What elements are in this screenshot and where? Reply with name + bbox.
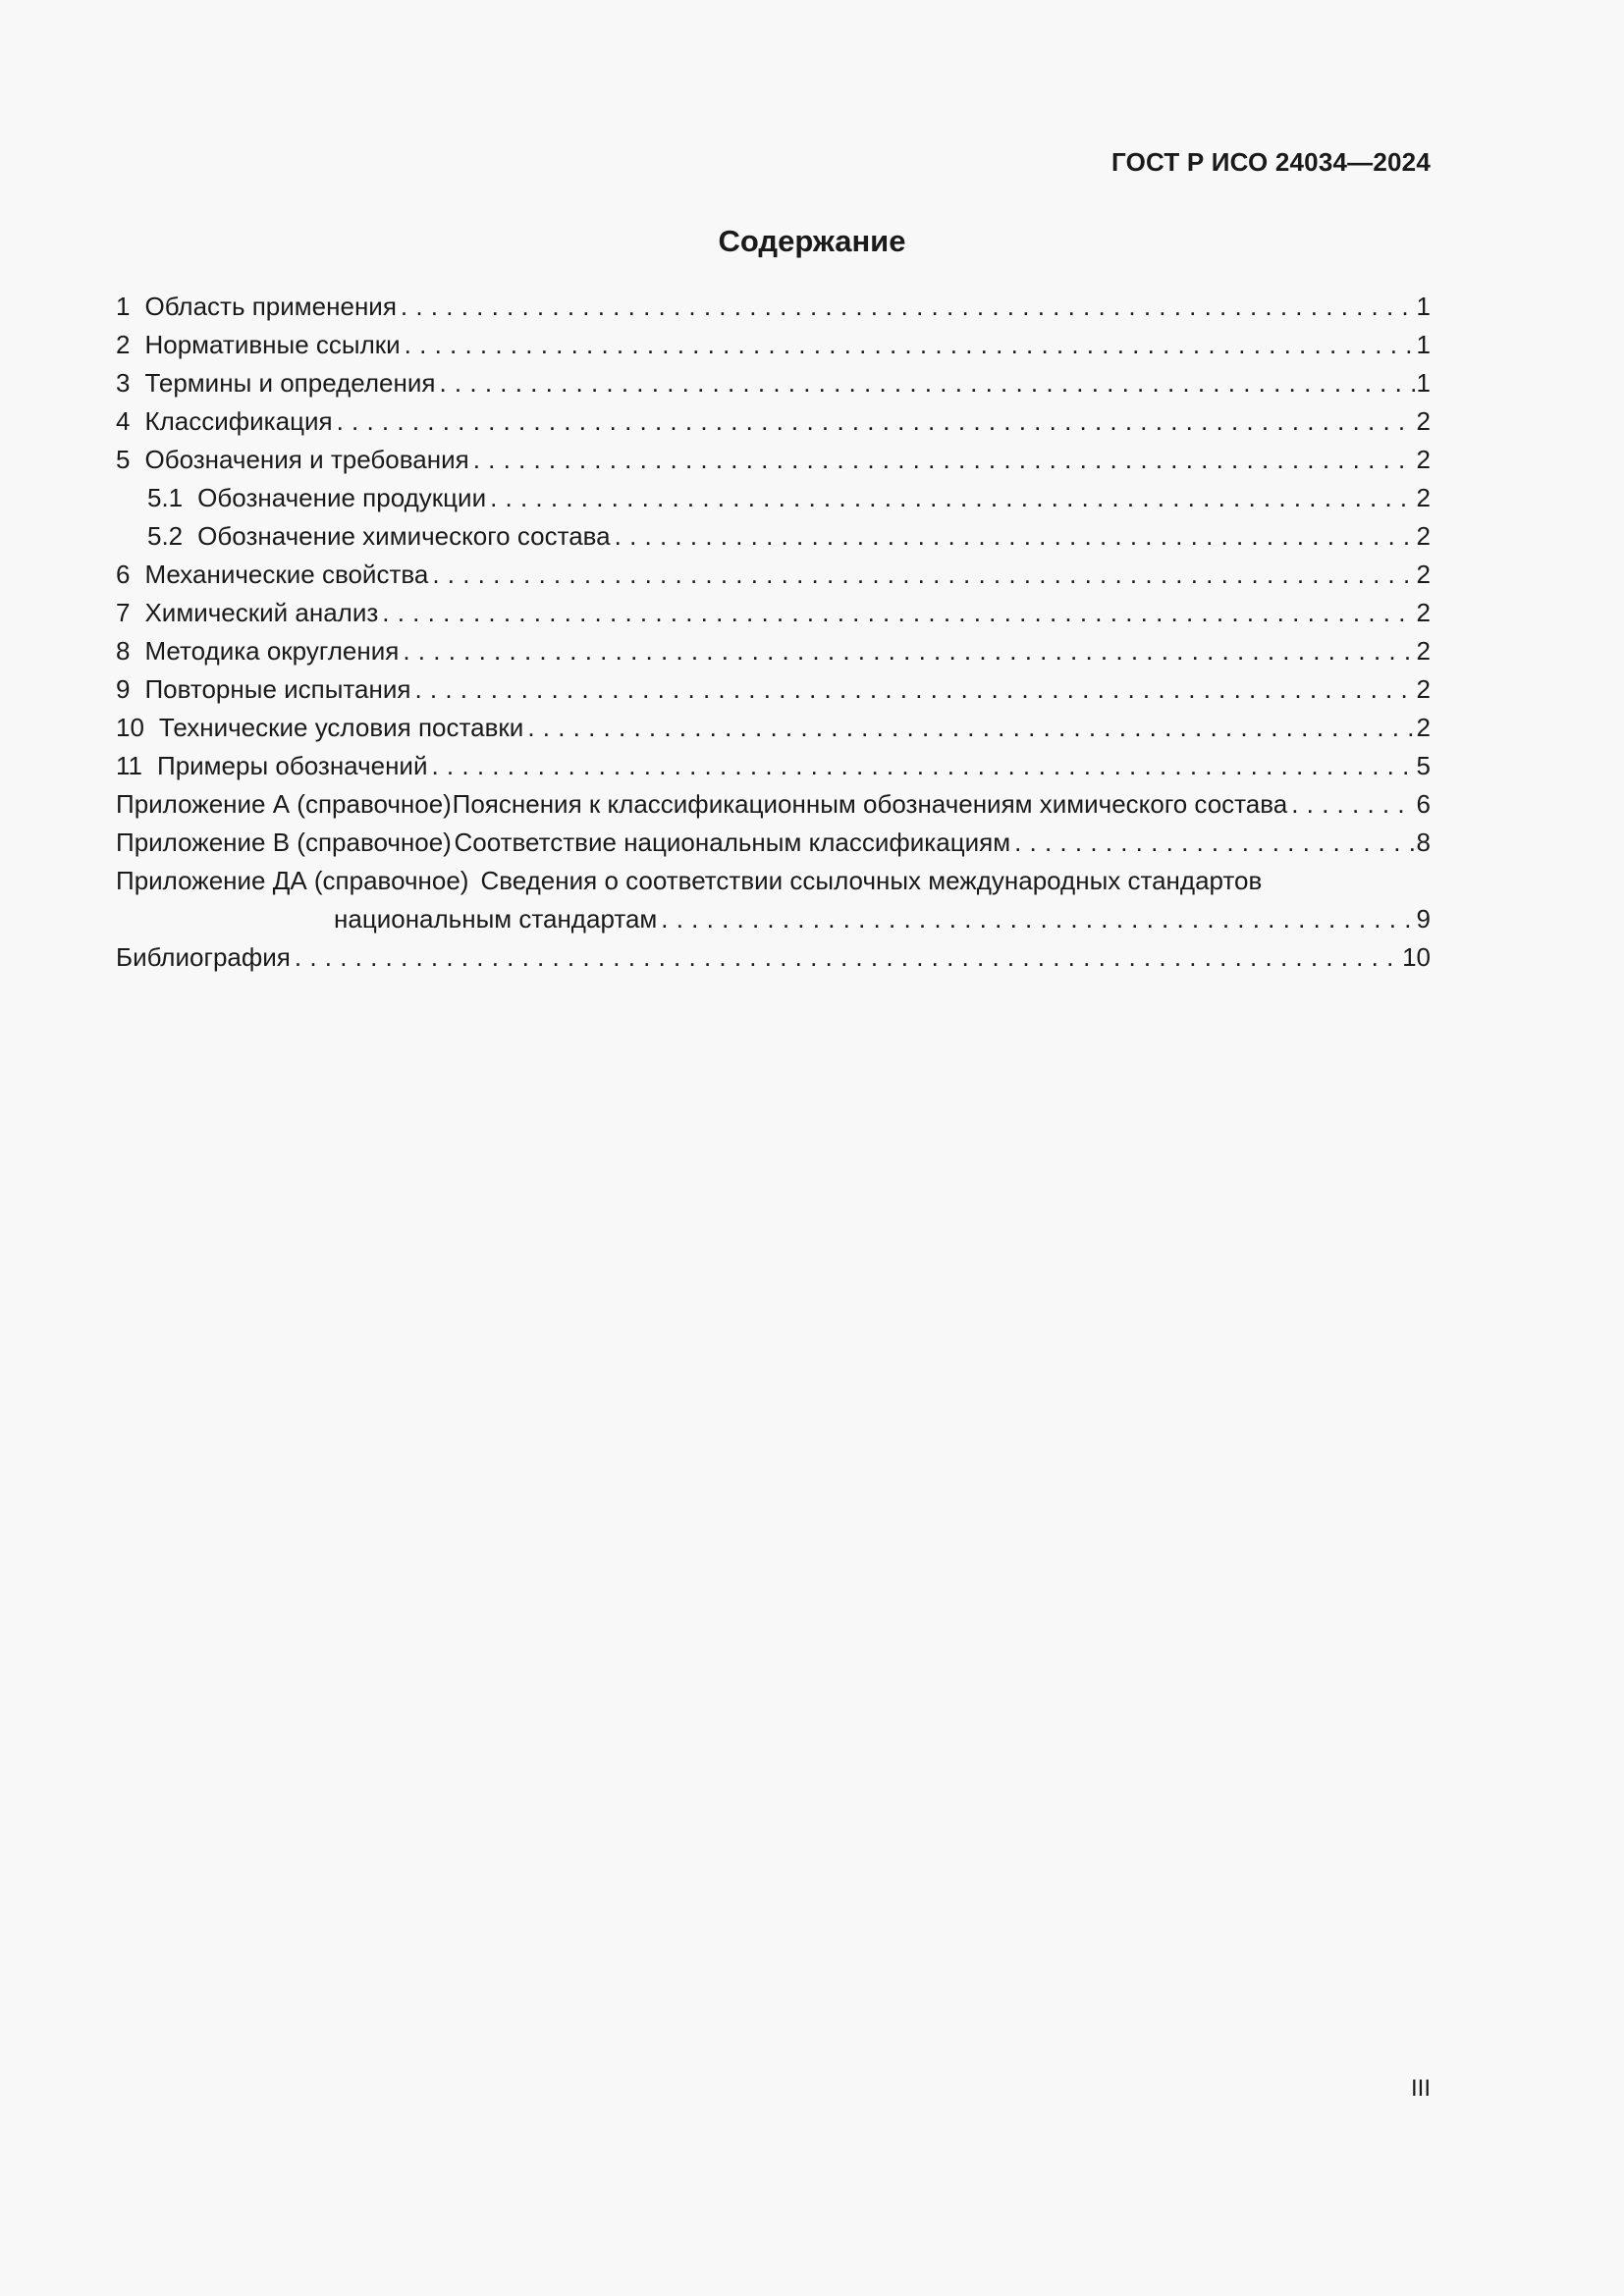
- toc-entry-4[interactable]: [116, 402, 1431, 441]
- toc-entry-label: Нормативные ссылки: [144, 330, 401, 359]
- toc-entry-label: Библиография: [116, 942, 291, 972]
- toc-entry-label: Химический анализ: [144, 598, 379, 627]
- dot-leader: [401, 288, 1415, 326]
- table-of-contents: [116, 288, 1431, 977]
- toc-entry-label: Классификация: [144, 406, 333, 436]
- dot-leader: [414, 670, 1414, 709]
- toc-entry-page: 2: [1416, 598, 1431, 627]
- toc-entry-label: национальным стандартам: [334, 904, 658, 934]
- page-number: III: [1410, 2075, 1431, 2102]
- toc-entry-label: Обозначение химического состава: [197, 521, 611, 551]
- toc-entry-page: 2: [1416, 445, 1431, 474]
- toc-entry-6[interactable]: [116, 556, 1431, 594]
- toc-entry-page: 2: [1416, 560, 1431, 589]
- toc-entry-page: 2: [1416, 636, 1431, 666]
- toc-entry-number: 2: [116, 330, 131, 359]
- dot-leader: [1291, 785, 1414, 824]
- toc-entry-number: 9: [116, 674, 131, 704]
- dot-leader: [432, 556, 1414, 594]
- toc-entry-page: 5: [1416, 751, 1431, 780]
- toc-entry-page: 6: [1416, 789, 1431, 819]
- toc-entry-page: 10: [1402, 942, 1431, 972]
- toc-entry-5-1[interactable]: [116, 479, 1431, 517]
- toc-entry-bibliography[interactable]: [116, 938, 1431, 977]
- toc-entry-number: 4: [116, 406, 131, 436]
- toc-entry-number: 6: [116, 560, 131, 589]
- toc-entry-label: Методика округления: [144, 636, 400, 666]
- toc-entry-1[interactable]: [116, 288, 1431, 326]
- dot-leader: [431, 747, 1414, 785]
- dot-leader: [661, 900, 1414, 938]
- toc-entry-5-2[interactable]: [116, 517, 1431, 556]
- toc-entry-page: 2: [1416, 674, 1431, 704]
- toc-entry-page: 8: [1416, 828, 1431, 857]
- toc-entry-11[interactable]: [116, 747, 1431, 785]
- dot-leader: [405, 326, 1415, 364]
- dot-leader: [439, 364, 1414, 402]
- dot-leader: [382, 594, 1414, 632]
- toc-entry-page: 1: [1416, 368, 1431, 398]
- toc-entry-number: 5.1: [147, 483, 184, 512]
- toc-entry-label: Обозначение продукции: [197, 483, 487, 512]
- toc-entry-annex-da-continued[interactable]: [116, 900, 1431, 938]
- toc-entry-label: Область применения: [144, 292, 397, 321]
- dot-leader: [473, 441, 1415, 479]
- toc-entry-label: Примеры обозначений: [157, 751, 428, 780]
- toc-entry-number: 7: [116, 598, 131, 627]
- toc-entry-page: 2: [1416, 406, 1431, 436]
- toc-entry-page: 2: [1416, 521, 1431, 551]
- toc-entry-7[interactable]: [116, 594, 1431, 632]
- toc-entry-8[interactable]: [116, 632, 1431, 670]
- annex-prefix: Приложение ДА (справочное): [116, 866, 469, 895]
- toc-entry-9[interactable]: [116, 670, 1431, 709]
- toc-entry-page: 2: [1416, 483, 1431, 512]
- toc-entry-label: Технические условия поставки: [158, 713, 524, 742]
- toc-entry-number: 5.2: [147, 521, 184, 551]
- toc-entry-label: Повторные испытания: [144, 674, 411, 704]
- dot-leader: [1014, 824, 1414, 862]
- toc-entry-label: Механические свойства: [144, 560, 429, 589]
- dot-leader: [403, 632, 1414, 670]
- toc-entry-page: 1: [1416, 292, 1431, 321]
- toc-entry-label: Термины и определения: [144, 368, 436, 398]
- toc-entry-label: Сведения о соответствии ссылочных международных стандартов: [480, 866, 1263, 895]
- toc-entry-number: 10: [116, 713, 144, 742]
- document-code: ГОСТ Р ИСО 24034—2024: [1110, 147, 1431, 177]
- toc-entry-number: 8: [116, 636, 131, 666]
- toc-entry-label: Пояснения к классификационным обозначениям химического состава: [452, 789, 1288, 819]
- toc-entry-label: Соответствие национальным классификациям: [454, 828, 1011, 857]
- toc-entry-page: 9: [1416, 904, 1431, 934]
- toc-title: Содержание: [718, 224, 906, 258]
- toc-entry-page: 2: [1416, 713, 1431, 742]
- toc-entry-number: 1: [116, 292, 131, 321]
- toc-entry-3[interactable]: [116, 364, 1431, 402]
- dot-leader: [295, 938, 1400, 977]
- toc-entry-5[interactable]: [116, 441, 1431, 479]
- toc-entry-2[interactable]: [116, 326, 1431, 364]
- dot-leader: [490, 479, 1414, 517]
- toc-entry-annex-b[interactable]: [116, 824, 1431, 862]
- annex-prefix: Приложение В (справочное): [116, 828, 452, 857]
- toc-entry-10[interactable]: [116, 709, 1431, 747]
- dot-leader: [527, 709, 1414, 747]
- toc-entry-number: 3: [116, 368, 131, 398]
- toc-entry-number: 5: [116, 445, 131, 474]
- annex-prefix: Приложение А (справочное): [116, 789, 452, 819]
- dot-leader: [615, 517, 1415, 556]
- toc-entry-page: 1: [1416, 330, 1431, 359]
- toc-entry-number: 11: [116, 751, 142, 780]
- dot-leader: [337, 402, 1415, 441]
- toc-entry-label: Обозначения и требования: [144, 445, 469, 474]
- toc-entry-annex-da[interactable]: [116, 862, 1431, 900]
- toc-entry-annex-a[interactable]: [116, 785, 1431, 824]
